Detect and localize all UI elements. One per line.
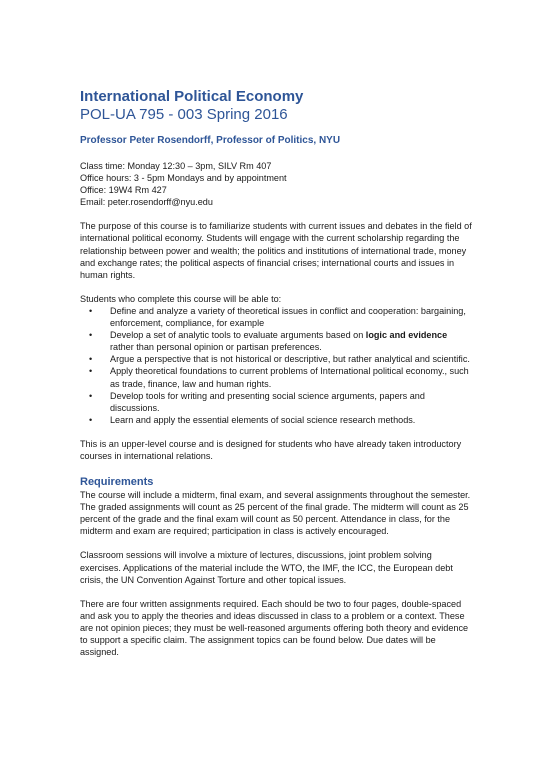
bullet-icon: •	[89, 354, 93, 365]
email: Email: peter.rosendorff@nyu.edu	[80, 197, 213, 208]
office-location: Office: 19W4 Rm 427	[80, 185, 167, 196]
requirements-heading: Requirements	[80, 476, 154, 489]
course-code-term: POL-UA 795 - 003 Spring 2016	[80, 106, 288, 123]
office-hours: Office hours: 3 - 5pm Mondays and by appointment	[80, 173, 287, 184]
list-item	[80, 353, 472, 365]
requirements-paragraph-assignments: There are four written assignments required. Each should be two to four pages, double-spaced and ask you to apply the theories and ideas discussed in class to a problem or a context. These are not opinion pieces; they must be well-reasoned arguments offering both theory and evidence to support a specific claim. The assignment topics can be found below. Due dates will be assigned.	[80, 598, 469, 658]
list-item	[80, 390, 472, 414]
list-item	[80, 365, 472, 389]
class-time: Class time: Monday 12:30 – 3pm, SILV Rm 407	[80, 161, 272, 171]
list-item-text: Apply theoretical foundations to current problems of International political economy., such as trade, finance, law and human rights.	[110, 366, 469, 389]
bullet-icon: •	[89, 305, 93, 316]
list-item-text-end: rather than personal opinion or partisan preferences.	[110, 342, 322, 353]
purpose-paragraph: The purpose of this course is to familiarize students with current issues and debates in the field of international political economy. Students will engage with the current scholarship regarding the relationship between power and wealth; the politics and institutions of international trade, money and exchange rates; the political aspects of financial crises; international courts and issues in human rights.	[80, 221, 472, 280]
list-item-text: Define and analyze a variety of theoretical issues in conflict and cooperation: bargaining, enforcement, compliance, for example	[110, 305, 466, 329]
professor-line: Professor Peter Rosendorff, Professor of Politics, NYU	[80, 135, 341, 146]
list-item-text: Argue a perspective that is not historical or descriptive, but rather analytical and scientific.	[110, 354, 470, 365]
emphasis-text: logic and evidence	[365, 330, 448, 341]
list-item-text-start: Develop a set of analytic tools to evaluate arguments based on	[110, 330, 366, 341]
course-title: International Political Economy	[80, 88, 304, 105]
list-item	[80, 305, 472, 329]
list-item-text: Develop tools for writing and presenting social science arguments, papers and discussions.	[110, 390, 425, 413]
requirements-paragraph-sessions: Classroom sessions will involve a mixture of lectures, discussions, joint problem solving exercises. Applications of the material include the WTO, the IMF, the ICC, the European debt crisis, the UN Convention Against Torture and other topical issues.	[80, 550, 453, 585]
level-note: This is an upper-level course and is designed for students who have already taken introductory courses in international relations.	[80, 438, 462, 461]
list-item-text: Learn and apply the essential elements of social science research methods.	[110, 414, 416, 425]
list-item	[80, 414, 472, 426]
outcomes-list	[80, 305, 472, 426]
bullet-icon: •	[89, 366, 93, 377]
outcomes-intro: Students who complete this course will be able to:	[80, 293, 282, 304]
requirements-paragraph-grading: The course will include a midterm, final exam, and several assignments throughout the semester. The graded assignments will count as 25 percent of the final grade. The midterm will count as 25 percent of the grade and the final exam will count as 50 percent. Attendance in class, for the midterm and exam are required; participation in class is actively encouraged.	[80, 490, 471, 537]
bullet-icon: •	[89, 390, 93, 401]
bullet-icon: •	[89, 330, 93, 341]
bullet-icon: •	[89, 414, 93, 425]
list-item	[80, 329, 472, 353]
